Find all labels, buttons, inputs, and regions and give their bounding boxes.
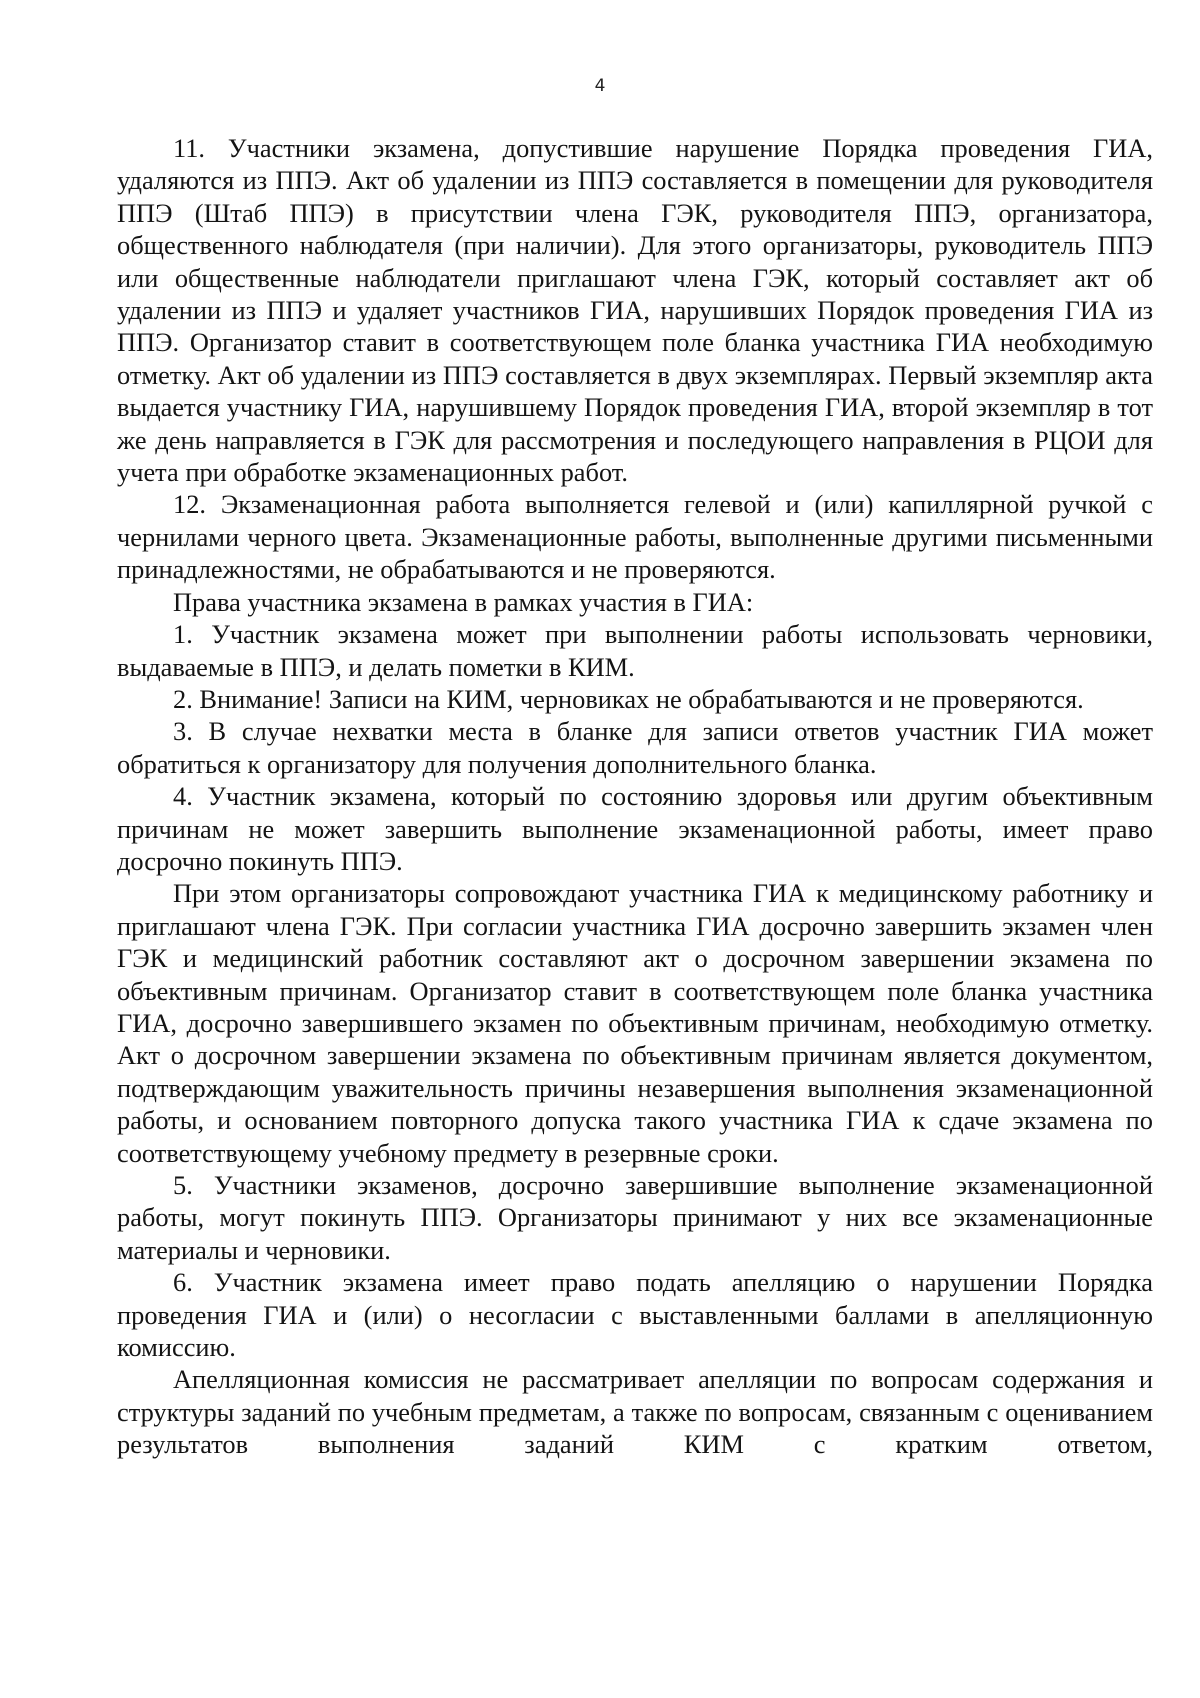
right-4-early-leave: 4. Участник экзамена, который по состоянию здоровья или другим объективным причинам не может завершить выполнение экзаменационной работы, имеет право досрочно покинуть ППЭ. xyxy=(117,781,1153,876)
paragraph-11-removal: 11. Участники экзамена, допустившие нарушение Порядка проведения ГИА, удаляются из ППЭ. Акт об удалении из ППЭ составляется в помещении для руководителя ППЭ (Штаб ППЭ) в присутствии члена ГЭК, руководителя ППЭ, организатора, общественного наблюдателя (при наличии). Для этого организаторы, руководитель ППЭ или общественные наблюдатели приглашают члена ГЭК, который составляет акт об удалении из ППЭ и удаляет участников ГИА, нарушивших Порядок проведения ГИА из ППЭ. Организатор ставит в соответствующем поле бланка участника ГИА необходимую отметку. Акт об удалении из ППЭ составляется в двух экземплярах. Первый экземпляр акта выдается участнику ГИА, нарушившему Порядок проведения ГИА, второй экземпляр в тот же день направляется в ГЭК для рассмотрения и последующего направления в РЦОИ для учета при обработке экзаменационных работ. xyxy=(117,133,1153,488)
right-6-appeal: 6. Участник экзамена имеет право подать апелляцию о нарушении Порядка проведения ГИА и (или) о несогласии с выставленными баллами в апелляционную комиссию. xyxy=(117,1267,1153,1363)
page-number: 4 xyxy=(594,76,606,96)
right-3-extra-form: 3. В случае нехватки места в бланке для записи ответов участник ГИА может обратиться к организатору для получения дополнительного бланка. xyxy=(117,716,1153,779)
early-completion-act: При этом организаторы сопровождают участника ГИА к медицинскому работнику и приглашают члена ГЭК. При согласии участника ГИА досрочно завершить экзамен член ГЭК и медицинский работник составляют акт о досрочном завершении экзамена по объективным причинам. Организатор ставит в соответствующем поле бланка участника ГИА, досрочно завершившего экзамен по объективным причинам, необходимую отметку. Акт о досрочном завершении экзамена по объективным причинам является документом, подтверждающим уважительность причины незавершения выполнения экзаменационной работы, и основанием повторного допуска такого участника ГИА к сдаче экзамена по соответствующему учебному предмету в резервные сроки. xyxy=(117,878,1153,1168)
appeal-commission-note: Апелляционная комиссия не рассматривает апелляции по вопросам содержания и структуры заданий по учебным предметам, а также по вопросам, связанным с оцениванием результатов выполнения заданий КИМ с кратким ответом, xyxy=(117,1364,1153,1460)
document-body xyxy=(117,132,1153,1461)
rights-heading: Права участника экзамена в рамках участия в ГИА: xyxy=(173,586,754,617)
right-5-early-finish: 5. Участники экзаменов, досрочно завершившие выполнение экзаменационной работы, могут покинуть ППЭ. Организаторы принимают у них все экзаменационные материалы и черновики. xyxy=(117,1170,1153,1265)
right-1-drafts: 1. Участник экзамена может при выполнении работы использовать черновики, выдаваемые в ППЭ, и делать пометки в КИМ. xyxy=(117,619,1153,682)
right-2-attention: 2. Внимание! Записи на КИМ, черновиках не обрабатываются и не проверяются. xyxy=(173,683,1084,714)
paragraph-12-pen: 12. Экзаменационная работа выполняется гелевой и (или) капиллярной ручкой с чернилами черного цвета. Экзаменационные работы, выполненные другими письменными принадлежностями, не обрабатываются и не проверяются. xyxy=(117,489,1153,585)
